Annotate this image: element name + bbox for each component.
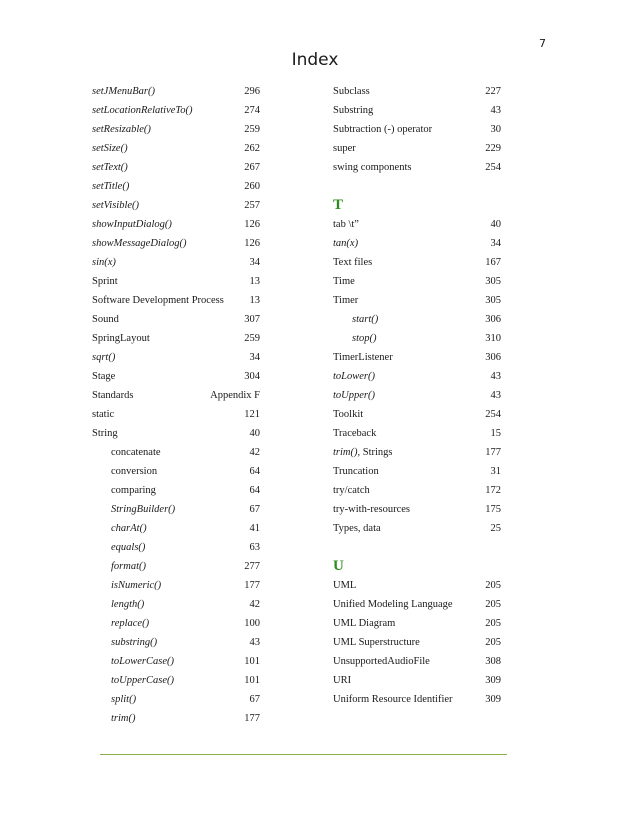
index-subentry [92, 614, 260, 633]
index-term: conversion [111, 466, 158, 477]
index-entry [92, 177, 260, 196]
index-term: toUpperCase() [111, 675, 174, 686]
index-entry [333, 386, 501, 405]
index-term: Substring [333, 105, 374, 116]
index-subentry [92, 671, 260, 690]
index-term: Unified Modeling Language [333, 599, 453, 610]
index-page-ref: 34 [249, 257, 260, 268]
index-page-ref: 30 [490, 124, 501, 135]
page-title: Index [291, 50, 339, 70]
index-term: StringBuilder() [111, 504, 176, 515]
index-subentry [333, 329, 501, 348]
index-entry [92, 329, 260, 348]
index-page-ref: 43 [490, 105, 501, 116]
index-entry [92, 253, 260, 272]
index-page-ref: 306 [485, 314, 501, 325]
index-page-ref: 277 [244, 561, 260, 572]
index-page-ref: 305 [485, 295, 501, 306]
index-entry [92, 424, 260, 443]
index-page-ref: 267 [244, 162, 260, 173]
index-entry [333, 614, 501, 633]
index-entry [333, 158, 501, 177]
index-page-ref: 167 [485, 257, 501, 268]
index-page-ref: 227 [485, 86, 501, 97]
index-term: tab \t” [333, 219, 359, 230]
index-term: showMessageDialog() [92, 238, 187, 249]
index-entry [333, 652, 501, 671]
index-term: showInputDialog() [92, 219, 172, 230]
footer-divider [100, 754, 507, 755]
index-entry [92, 158, 260, 177]
index-page-ref: 262 [244, 143, 260, 154]
index-page-ref: 13 [249, 276, 260, 287]
index-entry [333, 690, 501, 709]
index-term: Stage [92, 371, 116, 382]
index-term: Subtraction (-) operator [333, 124, 433, 135]
index-term: SpringLayout [92, 333, 150, 344]
index-term: try/catch [333, 485, 370, 496]
index-term: setText() [92, 162, 128, 173]
index-term: format() [111, 561, 146, 572]
index-entry [333, 671, 501, 690]
index-term: try-with-resources [333, 504, 410, 515]
index-term-rest: Strings [360, 447, 393, 458]
index-term: setTitle() [92, 181, 130, 192]
page-number: 7 [539, 37, 546, 50]
index-entry [333, 367, 501, 386]
index-subentry [92, 633, 260, 652]
index-entry [92, 386, 260, 405]
index-entry [333, 519, 501, 538]
index-page-ref: 25 [490, 523, 501, 534]
index-page-ref: 309 [485, 675, 501, 686]
index-term: Subclass [333, 86, 370, 97]
index-term: Truncation [333, 466, 379, 477]
index-page-ref: 42 [249, 599, 260, 610]
index-subentry [92, 576, 260, 595]
index-entry [333, 272, 501, 291]
index-page-ref: 42 [249, 447, 260, 458]
index-page-ref: 254 [485, 162, 501, 173]
index-page-ref: 34 [249, 352, 260, 363]
index-page-ref: 40 [490, 219, 501, 230]
index-entry [92, 196, 260, 215]
index-column-right [333, 82, 501, 709]
index-term: isNumeric() [111, 580, 162, 591]
index-page-ref: 205 [485, 599, 501, 610]
index-page-ref: 177 [485, 447, 501, 458]
index-page-ref: 64 [249, 485, 260, 496]
index-page-ref: 259 [244, 333, 260, 344]
index-term: equals() [111, 542, 146, 553]
index-entry [333, 101, 501, 120]
index-subentry [92, 538, 260, 557]
index-page-ref: 67 [249, 694, 260, 705]
index-term: UML Superstructure [333, 637, 420, 648]
index-entry [333, 291, 501, 310]
index-entry [333, 405, 501, 424]
index-page-ref: 260 [244, 181, 260, 192]
index-entry [92, 405, 260, 424]
index-entry [92, 310, 260, 329]
index-subentry [92, 709, 260, 728]
index-column-left [92, 82, 260, 728]
index-page-ref: 101 [244, 675, 260, 686]
index-subentry [92, 500, 260, 519]
index-term: concatenate [111, 447, 161, 458]
index-entry [333, 120, 501, 139]
index-entry [92, 120, 260, 139]
index-term: setVisible() [92, 200, 140, 211]
index-term-italic: trim(), [333, 447, 361, 458]
index-entry [333, 139, 501, 158]
index-subentry [92, 595, 260, 614]
index-term: Uniform Resource Identifier [333, 694, 453, 705]
index-page-ref: 172 [485, 485, 501, 496]
index-page-ref: 40 [249, 428, 260, 439]
index-page-ref: 306 [485, 352, 501, 363]
index-page-ref: 13 [249, 295, 260, 306]
index-term: Types, data [333, 523, 381, 534]
index-term: substring() [111, 637, 158, 648]
index-page-ref: 63 [249, 542, 260, 553]
index-page-ref: 205 [485, 637, 501, 648]
index-term: Sound [92, 314, 119, 325]
index-subentry [92, 443, 260, 462]
index-term: UML Diagram [333, 618, 396, 629]
index-term: Software Development Process [92, 295, 224, 306]
index-entry [92, 101, 260, 120]
index-subentry [92, 462, 260, 481]
index-entry [333, 424, 501, 443]
index-term: UnsupportedAudioFile [333, 656, 430, 667]
index-term: charAt() [111, 523, 147, 534]
index-term: super [333, 143, 356, 154]
index-page-ref: 43 [490, 390, 501, 401]
index-entry [92, 215, 260, 234]
index-page-ref: 305 [485, 276, 501, 287]
index-page-ref: 257 [244, 200, 260, 211]
index-page-ref: 309 [485, 694, 501, 705]
index-page-ref: 259 [244, 124, 260, 135]
section-heading: T [333, 197, 344, 213]
index-term: Text files [333, 257, 373, 268]
index-term: Standards [92, 390, 134, 401]
index-page-ref: 177 [244, 580, 260, 591]
index-page-ref: 177 [244, 713, 260, 724]
index-term: Timer [333, 295, 359, 306]
index-subentry [333, 310, 501, 329]
index-term: swing components [333, 162, 412, 173]
index-page-ref: 31 [490, 466, 501, 477]
index-entry [333, 500, 501, 519]
index-term: length() [111, 599, 145, 610]
index-page-ref: 296 [244, 86, 260, 97]
index-page-ref: 41 [249, 523, 260, 534]
index-entry [92, 82, 260, 101]
index-term: split() [111, 694, 137, 705]
index-term: toUpper() [333, 390, 375, 401]
index-entry [92, 139, 260, 158]
index-term: TimerListener [333, 352, 393, 363]
index-entry [333, 443, 501, 462]
index-entry [333, 215, 501, 234]
index-entry [92, 234, 260, 253]
index-term: Toolkit [333, 409, 364, 420]
spacer [333, 538, 501, 557]
index-entry [333, 82, 501, 101]
index-term: tan(x) [333, 238, 359, 249]
index-subentry [92, 519, 260, 538]
index-term: Traceback [333, 428, 377, 439]
index-entry [333, 595, 501, 614]
index-page-ref: 43 [490, 371, 501, 382]
index-term: Sprint [92, 276, 118, 287]
index-subentry [92, 557, 260, 576]
index-subentry [92, 652, 260, 671]
index-term: setJMenuBar() [92, 86, 155, 97]
index-page-ref: 100 [244, 618, 260, 629]
index-page-ref: 304 [244, 371, 260, 382]
index-entry [333, 234, 501, 253]
spacer [333, 177, 501, 196]
index-page-ref: 34 [490, 238, 501, 249]
index-page-ref: 175 [485, 504, 501, 515]
index-page-ref: 67 [249, 504, 260, 515]
index-page-ref: 64 [249, 466, 260, 477]
index-entry [92, 348, 260, 367]
index-page-ref: 307 [244, 314, 260, 325]
index-page-ref: 43 [249, 637, 260, 648]
index-term: setResizable() [92, 124, 151, 135]
index-entry [92, 272, 260, 291]
index-entry [333, 481, 501, 500]
index-page-ref: 254 [485, 409, 501, 420]
index-page-ref: 121 [244, 409, 260, 420]
index-page-ref: 308 [485, 656, 501, 667]
index-page-ref: 229 [485, 143, 501, 154]
index-entry [92, 367, 260, 386]
index-term: trim() [111, 713, 136, 724]
index-term: toLower() [333, 371, 375, 382]
index-term: String [92, 428, 118, 439]
index-page-ref: 126 [244, 219, 260, 230]
index-page-ref: 101 [244, 656, 260, 667]
index-entry [333, 253, 501, 272]
index-term: sqrt() [92, 352, 116, 363]
index-term: UML [333, 580, 357, 591]
index-page-ref: 205 [485, 580, 501, 591]
index-term: comparing [111, 485, 156, 496]
index-term: replace() [111, 618, 150, 629]
index-subentry [92, 690, 260, 709]
section-heading: U [333, 558, 344, 574]
index-term: sin(x) [92, 257, 116, 268]
index-page-ref: 205 [485, 618, 501, 629]
index-page-ref: 274 [244, 105, 260, 116]
index-entry [333, 462, 501, 481]
index-page-ref: 310 [485, 333, 501, 344]
index-term: URI [333, 675, 352, 686]
index-term: setSize() [92, 143, 128, 154]
index-term: toLowerCase() [111, 656, 174, 667]
index-entry [333, 633, 501, 652]
index-entry [333, 576, 501, 595]
index-page-ref: 126 [244, 238, 260, 249]
index-entry [92, 291, 260, 310]
index-term: static [92, 409, 115, 420]
index-term [333, 443, 393, 462]
index-page-ref: Appendix F [210, 390, 260, 401]
index-page-ref: 15 [490, 428, 501, 439]
index-term: start() [352, 314, 379, 325]
index-term: stop() [352, 333, 377, 344]
index-term: setLocationRelativeTo() [92, 105, 193, 116]
index-term: Time [333, 276, 355, 287]
index-subentry [92, 481, 260, 500]
index-entry [333, 348, 501, 367]
